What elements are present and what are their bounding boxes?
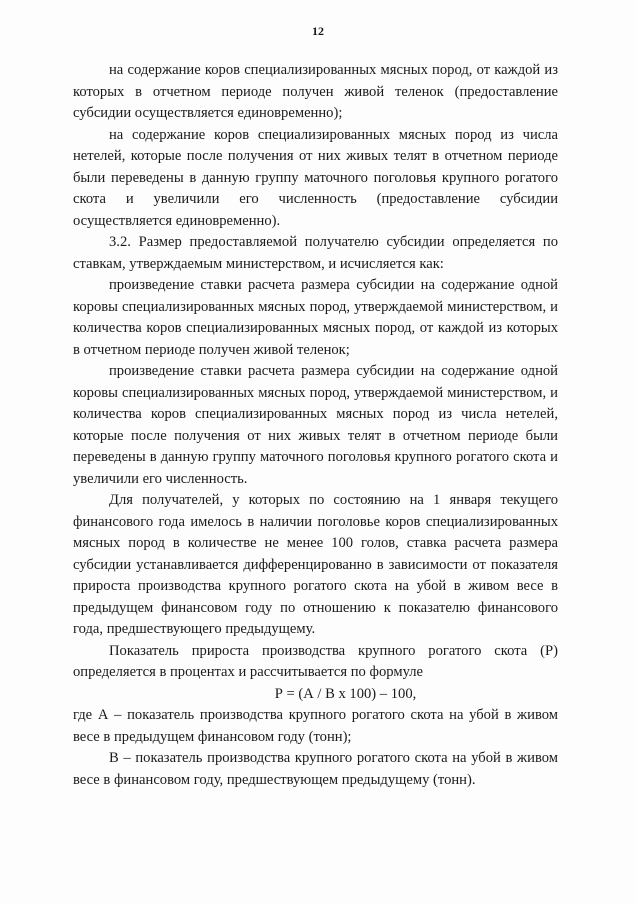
paragraph-growth-indicator: Показатель прироста производства крупного рогатого скота (Р) определяется в процентах и рассчитывается по формуле (73, 642, 558, 680)
paragraph-definition-a: где А – показатель производства крупного рогатого скота на убой в живом весе в предыдущем финансовом году (тонн); (73, 707, 558, 745)
paragraph-cows-from-heifers: на содержание коров специализированных мясных пород из числа нетелей, которые после получения от них живых телят в отчетном периоде были переведены в данную группу маточного поголовья крупного рогатого скота и увеличили его численность (предоставление субсидии осуществляется единовременно). (73, 126, 558, 229)
paragraph-definition-b: В – показатель производства крупного рогатого скота на убой в живом весе в финансовом году, предшествующем предыдущему (тонн). (73, 750, 558, 788)
paragraph-cows-with-calves: на содержание коров специализированных мясных пород, от каждой из которых в отчетном периоде получен живой теленок (предоставление субсидии осуществляется единовременно); (73, 62, 558, 121)
document-body (73, 60, 558, 791)
formula: Р = (А / В х 100) – 100, (274, 685, 417, 702)
page-number: 12 (312, 24, 324, 38)
paragraph-section-3-2: 3.2. Размер предоставляемой получателю субсидии определяется по ставкам, утверждаемым министерством, и исчисляется как: (73, 234, 558, 272)
paragraph-differentiated-rate: Для получателей, у которых по состоянию на 1 января текущего финансового года имелось в наличии поголовье коров специализированных мясных пород в количестве не менее 100 голов, ставка расчета размера субсидии устанавливается дифференцированно в зависимости от показателя прироста производства крупного рогатого скота на убой в живом весе в предыдущем финансовом году по отношению к показателю финансового года, предшествующего предыдущему. (73, 492, 558, 637)
paragraph-product-rate-calves: произведение ставки расчета размера субсидии на содержание одной коровы специализированных мясных пород, утверждаемой министерством, и количества коров специализированных мясных пород, от каждой из которых в отчетном периоде получен живой теленок; (73, 277, 558, 358)
paragraph-product-rate-heifers: произведение ставки расчета размера субсидии на содержание одной коровы специализированных мясных пород, утверждаемой министерством, и количества коров специализированных мясных пород из числа нетелей, которые после получения от них живых телят в отчетном периоде были переведены в данную группу маточного поголовья крупного рогатого скота и увеличили его численность. (73, 363, 558, 487)
